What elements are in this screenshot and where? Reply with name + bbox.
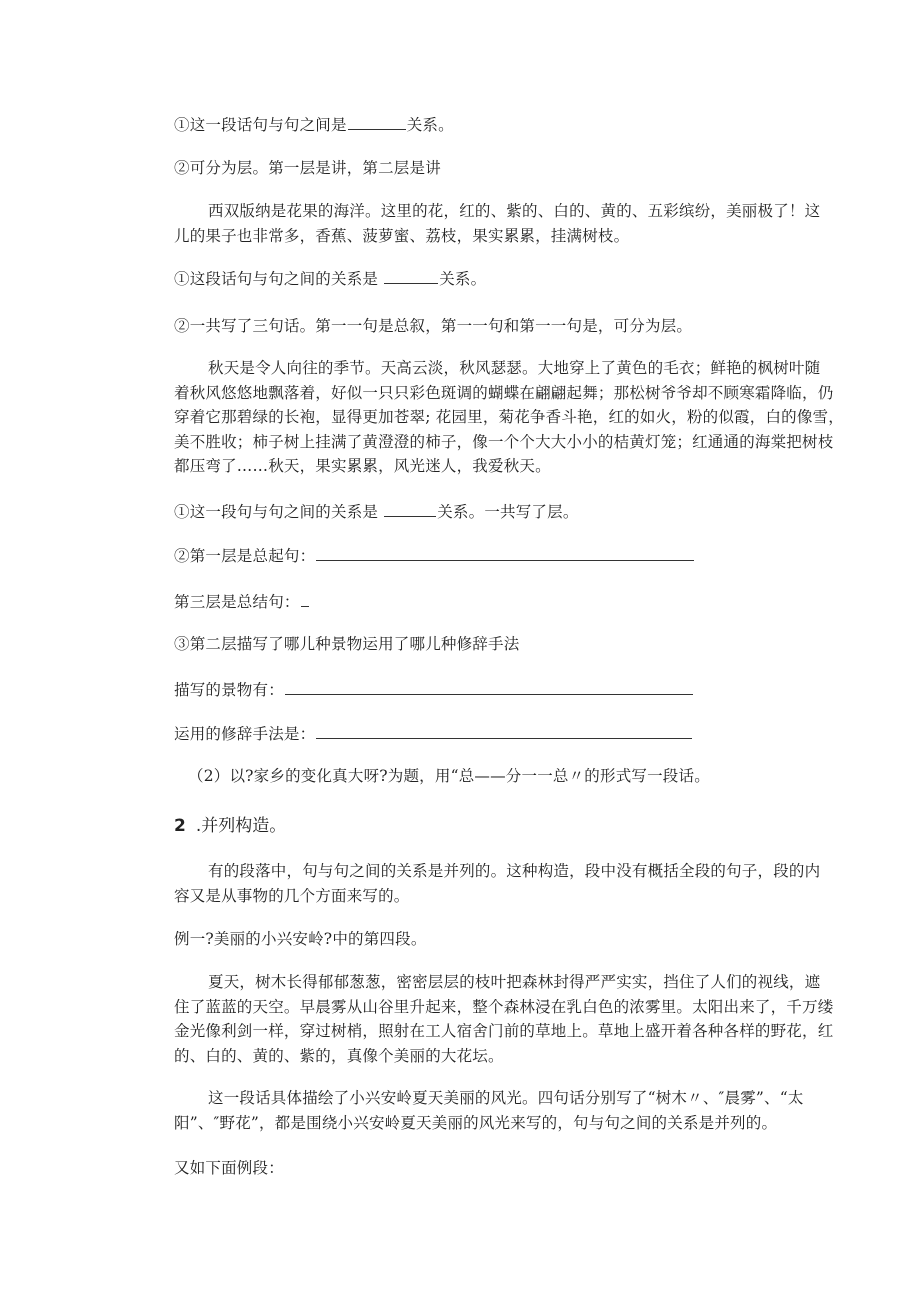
example-label: 例一?美丽的小兴安岭?中的第四段。	[174, 930, 427, 948]
paragraph-line: 阳”、″野花”，都是围绕小兴安岭夏天美丽的风光来写的，句与句之间的关系是并列的。	[174, 1113, 778, 1132]
section-number: 2	[174, 816, 186, 836]
question-line-sentences: ②一共写了三句话。第一一句是总叙，第一一句和第一一句是，可分为层。	[174, 317, 693, 335]
answer-blank	[285, 680, 693, 695]
question-line-relation-1	[174, 113, 794, 138]
question-text: 运用的修辞手法是：	[174, 725, 316, 743]
paragraph-line: 住了蓝蓝的天空。早晨雾从山谷里升起来，整个森林浸在乳白色的浓雾里。太阳出来了，千万缕	[174, 997, 834, 1016]
question-text: ①这一段话句与句之间是	[174, 116, 347, 134]
question-line-relation-3	[174, 500, 794, 525]
question-text: ①这段话句与句之间的关系是	[174, 270, 384, 288]
paragraph-line: 都压弯了……秋天，果实累累，风光迷人，我爱秋天。	[174, 457, 551, 475]
paragraph-line: 秋天是令人向往的季节。天高云淡，秋风瑟瑟。大地穿上了黄色的毛衣；鲜艳的枫树叶随	[208, 359, 821, 377]
paragraph-line: 的、白的、黄的、紫的，真像个美丽的大花坛。	[174, 1046, 504, 1065]
question-text: 关系。一共写了层。	[437, 503, 579, 521]
section-title: .并列构造。	[195, 816, 287, 836]
answer-blank	[384, 269, 438, 284]
question-text: 关系。	[406, 116, 454, 134]
question-text: 关系。	[439, 270, 487, 288]
answer-blank	[384, 502, 436, 517]
section-heading	[174, 813, 286, 839]
paragraph-line: 这一段话具体描绘了小兴安岭夏天美丽的风光。四句话分别写了“树木〃、″晨雾”、“太	[208, 1089, 804, 1107]
paragraph-line: 有的段落中，句与句之间的关系是并列的。这种构造，段中没有概括全段的句子，段的内	[208, 862, 821, 880]
paragraph-line: 容又是从事物的几个方面来写的。	[174, 886, 410, 905]
paragraph-summer	[174, 970, 834, 1068]
question-text: 第三层是总结句：	[174, 593, 300, 611]
question-line-scenery-rhetoric: ③第二层描写了哪儿种景物运用了哪儿种修辞手法	[174, 635, 520, 653]
paragraph-analysis	[174, 1086, 804, 1135]
answer-blank	[316, 546, 694, 561]
question-line-layers-1: ②可分为层。第一层是讲，第二层是讲	[174, 159, 441, 177]
question-line-relation-2	[174, 267, 794, 292]
paragraph-line: 金光像利剑一样，穿过树梢，照射在工人宿舍门前的草地上。草地上盛开着各种各样的野花，红	[174, 1022, 834, 1040]
question-line-scenery	[174, 678, 794, 703]
answer-blank	[316, 724, 692, 739]
paragraph-line: 儿的果子也非常多，香蕉、菠萝蜜、荔枝，果实累累，挂满树枝。	[174, 226, 630, 245]
question-line-closing-sentence	[174, 590, 794, 615]
question-line-rhetoric	[174, 722, 794, 747]
paragraph-line: 夏天，树木长得郁郁葱葱，密密层层的枝叶把森林封得严严实实，挡住了人们的视线，遮	[208, 973, 821, 991]
question-text: 描写的景物有：	[174, 681, 284, 699]
paragraph-autumn	[174, 356, 844, 479]
answer-blank	[348, 115, 406, 130]
paragraph-parallel-intro	[174, 859, 821, 908]
answer-blank	[301, 592, 309, 607]
paragraph-line: 西双版纳是花果的海洋。这里的花，红的、紫的、白的、黄的、五彩缤纷，美丽极了！这	[208, 202, 821, 220]
writing-task: （2）以?家乡的变化真大呀?为题，用“总——分一一总〃的形式写一段话。	[188, 767, 710, 785]
paragraph-line: 美不胜收；柿子树上挂满了黄澄澄的柿子，像一个个大大小小的桔黄灯笼；红通通的海棠把树枝	[174, 432, 834, 451]
question-line-opening-sentence	[174, 544, 794, 569]
example-label-2: 又如下面例段：	[174, 1159, 284, 1177]
paragraph-line: 穿着它那碧绿的长袍，显得更加苍翠; 花园里，菊花争香斗艳，红的如火，粉的似霞，白的像雪，	[174, 408, 844, 426]
paragraph-line: 着秋风悠悠地飘落着，好似一只只彩色斑调的蝴蝶在翩翩起舞；那松树爷爷却不顾寒霜降临，仍	[174, 383, 834, 402]
question-text: ①这一段句与句之间的关系是	[174, 503, 384, 521]
paragraph-xishuangbanna	[174, 199, 821, 248]
question-text: ②第一层是总起句：	[174, 547, 316, 565]
